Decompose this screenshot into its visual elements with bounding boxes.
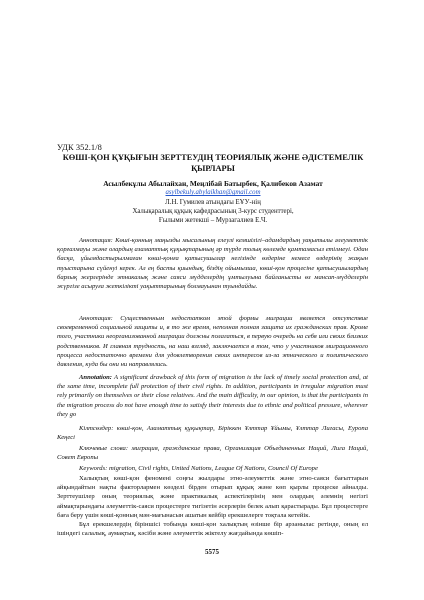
affiliation-line: Ғылыми жетекші – Мурзагалиев Е.Ч. xyxy=(158,217,268,224)
keywords-en-label: Keywords: xyxy=(79,465,108,472)
abstract-kz xyxy=(57,236,368,291)
keywords-ru xyxy=(57,444,368,462)
keywords-kz-text: көші-қон, Азаматтық құқықтар, Біріккен Ұлттар Ұйымы, Ұлттар Лигасы, Еуропа Кеңесі xyxy=(57,425,368,442)
abstract-kz-label: Аннотация: xyxy=(79,237,113,244)
keywords-en xyxy=(57,464,368,473)
keywords-kz xyxy=(57,424,368,442)
author-email-link[interactable]: asylbekuly.abylaikhan@gmail.com xyxy=(165,189,261,196)
body-paragraph-1: Халықтың көші-қон феномені соңғы жылдары этно-әлеуметтік және этно-саяси бағыттарын айқындайтын нақты факторлармен көзделі бірден отырып құқық және көп қырлы процеске айналды. Зерттеушілер оның теориялық және практикалық аспектілерінің мен олардың әлемнің негізгі аймақтарындағы әлеуметтік-саяси процестерге тигізетін әсерлерін белек алып қарастырады. Бұл процестерге баға беру үшін көші-қонның мән-мағынасын ашатын кейбір ерекшелерге тоқтала кетейік. xyxy=(57,475,368,519)
page-number: 5575 xyxy=(205,548,219,556)
abstract-en xyxy=(57,373,368,419)
affiliation-line: Л.Н. Гумилев атындағы ЕҰУ-нің xyxy=(165,199,261,206)
keywords-ru-text: миграция, гражданские права, Организация Объединенных Наций, Лига Наций, Совет Европы xyxy=(57,445,368,462)
abstract-en-text: A significant drawback of this form of migration is the lack of timely social protection and, at the same time, incomplete full protection of their civil rights. In addition, participants in irregular migration must rely primarily on themselves or their close relatives. And the main difficulty, in our opinion, is that the participants in the migration process do not have enough time to satisfy their interests due to ethnic and political pressure, wherever they go xyxy=(57,374,368,418)
udk-code: УДК 352.1/8 xyxy=(57,143,102,152)
abstract-kz-text: Көші-қонның маңызды мысалының елеулі кемшілігі–адамдардың уақытылы әлеуметтік қорғалмауы және олардың азаматтық құқықтарының әр түрде толық көлемде қамтамасыз етілмеуі. Одан басқа, ұйымдастырылмаған көші-қонға қатысушылар негізінде өздеріне немесе өздерінің жақын туыстарына сүйенуі керек. Ал ең басты қиындық, біздің ойымызша, көші-қон процесіне қатысушылардың барлық жерлерінде этникалық және саяси мүдделердің ұмтылуына байланысты өз мансап-мүдделерін жүргізе асыруға жеткілікті уақыттарының болмауынан туындайды. xyxy=(57,237,368,291)
authors: Асылбекұлы Абылайхан, Меңлібай Батырбек, Қалибеков Азамат xyxy=(103,179,323,188)
affiliation xyxy=(57,198,369,225)
keywords-ru-label: Ключевые слова: xyxy=(79,445,129,452)
body-paragraph-2: Бұл ерекшелердің біріншісі тобында көші-қон халықтың өзінше бір арзанылас ретінде, оның ел ішіндегі салалық, аумақтық, кәсіби және әлеуметтік жіктелу жағдайында көшіп- xyxy=(57,521,368,538)
abstract-en-label: Annotation: xyxy=(79,374,112,381)
paper-title: КӨШІ-ҚОН ҚҰҚЫҒЫН ЗЕРТТЕУДІҢ ТЕОРИЯЛЫҚ ЖӘНЕ ӘДІСТЕМЕЛІК ҚЫРЛАРЫ xyxy=(62,153,364,173)
keywords-en-text: migration, Civil rights, United Nations, League Of Nations, Council Of Europe xyxy=(108,465,318,472)
abstract-ru-text: Существенным недостатком этой формы миграции является отсутствие своевременной социальной защиты и, в то же время, неполная полная защита их гражданских прав. Кроме того, участники неорганизованной миграции должны полагаться, в первую очередь на себя или своих близких родственников. И главная трудность, на наш взгляд, заключается в том, что у участников миграционного процесса недостаточно времени для удовлетворения своих интересов из-за этнического и политического давления, куда бы они ни направлялись. xyxy=(57,315,368,369)
keywords-kz-label: Кілтсөздер: xyxy=(79,425,114,432)
abstract-ru xyxy=(57,314,368,369)
affiliation-line: Халықаралық құқық кафедрасының 3-курс студенттері, xyxy=(132,208,294,215)
abstract-ru-label: Аннотация: xyxy=(79,315,113,322)
